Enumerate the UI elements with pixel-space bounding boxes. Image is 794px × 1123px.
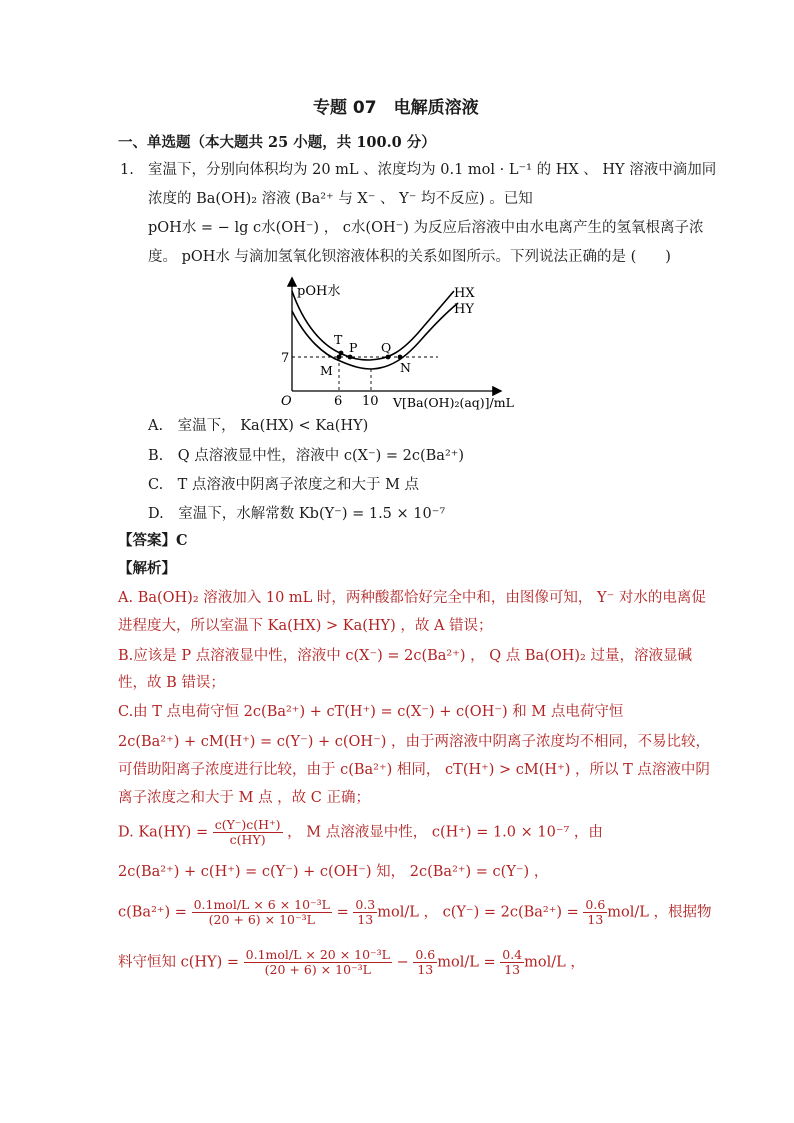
ka-fraction: $\frac{c(Y^-)c(H^+)}{c(HY)}$ bbox=[214, 817, 281, 847]
option-d: D. 室温下，水解常数 Kb(Y⁻) = 1.5 × 10⁻⁷ bbox=[148, 506, 446, 522]
point-p bbox=[348, 355, 353, 360]
option-a: A. 室温下， Ka(HX) < Ka(HY) bbox=[148, 418, 369, 434]
point-q bbox=[386, 355, 391, 360]
label-p: P bbox=[349, 340, 358, 355]
question-line-2: 浓度的 Ba(OH)₂ 溶液 (Ba²⁺ 与 X⁻ 、 Y⁻ 均不反应) 。已知 bbox=[148, 191, 533, 207]
page-title: 专题 07 电解质溶液 bbox=[313, 98, 479, 118]
ph-titration-figure bbox=[278, 273, 518, 418]
analysis-b-line-2: 性，故 B 错误； bbox=[118, 675, 225, 691]
x-axis-label: V[Ba(OH)₂(aq)]/mL bbox=[393, 395, 514, 410]
d1-suffix: ， M 点溶液显中性， c(H⁺) = 1.0 × 10⁻⁷ ，由 bbox=[282, 824, 603, 841]
question-line-1: 室温下，分别向体积均为 20 mL 、浓度均为 0.1 mol · L⁻¹ 的 HX 、 HY 溶液中滴加同 bbox=[148, 162, 717, 178]
question-line-3: pOH水 = − lg c水(OH⁻) ， c水(OH⁻) 为反应后溶液中由水电离产生的氢氧根离子浓 bbox=[148, 220, 704, 236]
analysis-d-line-1 bbox=[118, 818, 603, 847]
label-n: N bbox=[400, 360, 411, 375]
hx-curve bbox=[292, 291, 454, 360]
analysis-c-line-4: 离子浓度之和大于 M 点 ，故 C 正确； bbox=[118, 790, 370, 806]
analysis-a-line-2: 进程度大，所以室温下 Ka(HX) > Ka(HY) ，故 A 错误； bbox=[118, 618, 493, 634]
x-tick-6: 6 bbox=[334, 394, 343, 409]
section-heading: 一、单选题（本大题共 25 小题，共 100.0 分） bbox=[118, 134, 436, 151]
hy-fraction: $\frac{\text{0.1mol/L × 20 × 10⁻³L}}{\text{(20 + 6) × 10⁻³L}}$ bbox=[245, 947, 390, 977]
curve-label-hx: HX bbox=[454, 286, 475, 301]
option-b: B. Q 点溶液显中性，溶液中 c(X⁻) = 2c(Ba²⁺) bbox=[148, 448, 465, 464]
analysis-c-line-2: 2c(Ba²⁺) + cM(H⁺) = c(Y⁻) + c(OH⁻) ，由于两溶液中阴离子浓度均不相同，不易比较， bbox=[118, 734, 710, 750]
analysis-d-line-2: 2c(Ba²⁺) + c(H⁺) = c(Y⁻) + c(OH⁻) 知， 2c(Ba²⁺) = c(Y⁻) ， bbox=[118, 864, 549, 880]
curve-label-hy: HY bbox=[454, 302, 474, 317]
point-m bbox=[337, 355, 342, 360]
option-c: C. T 点溶液中阴离子浓度之和大于 M 点 bbox=[148, 477, 420, 493]
analysis-d-line-3: c(Ba²⁺) = $\frac{\text{0.1mol/L × 6 × 10⁻³L}}{\text{(20 + 6) × 10⁻³L}}$ = $\frac{0.3}{13}$ mol/L ， c(Y⁻) = 2c(Ba²⁺) = $\frac{0.6}{13}$ mol/L ，根据物 bbox=[118, 897, 712, 927]
d1-prefix: D. Ka(HY) = bbox=[118, 824, 213, 841]
label-m: M bbox=[320, 363, 333, 378]
y-tick-7: 7 bbox=[281, 351, 290, 366]
question-number: 1. bbox=[120, 162, 134, 178]
analysis-a-line-1: A. Ba(OH)₂ 溶液加入 10 mL 时，两种酸都恰好完全中和，由图像可知， Y⁻ 对水的电离促 bbox=[118, 590, 706, 606]
analysis-b-line-1: B.应该是 P 点溶液显中性，溶液中 c(X⁻) = 2c(Ba²⁺) ， Q 点 Ba(OH)₂ 过量，溶液显碱 bbox=[118, 648, 692, 664]
analysis-label: 【解析】 bbox=[118, 560, 176, 577]
analysis-c-line-3: 可借助阳离子浓度进行比较，由于 c(Ba²⁺) 相同， cT(H⁺) > cM(H⁺) ，所以 T 点溶液中阴 bbox=[118, 762, 710, 778]
ba-fraction: $\frac{\text{0.1mol/L × 6 × 10⁻³L}}{\text{(20 + 6) × 10⁻³L}}$ bbox=[193, 897, 330, 927]
label-q: Q bbox=[381, 340, 392, 355]
x-tick-10: 10 bbox=[362, 394, 379, 409]
y-axis-label: pOH水 bbox=[297, 284, 341, 299]
label-t: T bbox=[334, 332, 343, 347]
origin-label: O bbox=[281, 394, 292, 409]
analysis-d-line-4: 料守恒知 c(HY) = $\frac{\text{0.1mol/L × 20 × 10⁻³L}}{\text{(20 + 6) × 10⁻³L}}$ − $\frac{0.6}{13}$ mol/L = $\frac{0.4}{13}$ mol/L ， bbox=[118, 947, 585, 977]
answer: 【答案】C bbox=[118, 532, 188, 549]
question-line-4: 度。 pOH水 与滴加氢氧化钡溶液体积的关系如图所示。下列说法正确的是 ( ) bbox=[148, 249, 671, 265]
point-n bbox=[398, 355, 403, 360]
analysis-c-line-1: C.由 T 点电荷守恒 2c(Ba²⁺) + cT(H⁺) = c(X⁻) + c(OH⁻) 和 M 点电荷守恒 bbox=[118, 704, 624, 720]
